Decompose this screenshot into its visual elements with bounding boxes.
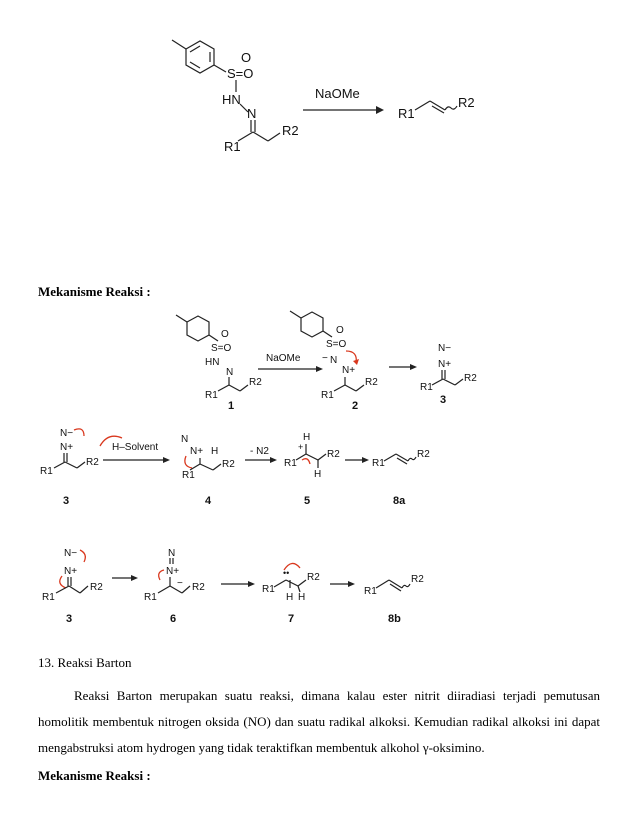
c2-oxygen: O	[336, 325, 344, 336]
c7-h1: H	[286, 592, 294, 603]
c8a-r2: R2	[417, 449, 430, 460]
row2-minus-n2: - N2	[250, 446, 269, 457]
c6-minus: −	[177, 578, 183, 589]
c7-carbene-dots: ••	[283, 568, 290, 578]
c3-n-minus: N−	[438, 343, 452, 354]
c7-r2: R2	[307, 572, 320, 583]
oxygen-label: O	[241, 50, 252, 65]
c2-so2: S=O	[326, 339, 347, 350]
c1-hn: HN	[205, 357, 220, 368]
r2-c3-r1: R1	[40, 466, 53, 477]
reagent-label: NaOMe	[315, 86, 360, 101]
r2-c3-n-plus: N+	[60, 442, 74, 453]
c6-r1: R1	[144, 592, 157, 603]
c2-n1: N	[330, 355, 338, 366]
c4-r2: R2	[222, 459, 235, 470]
n-label: N	[247, 106, 257, 121]
c2-n2: N+	[342, 365, 356, 376]
r2-c3-r2: R2	[86, 457, 99, 468]
r3-c3-n-plus: N+	[64, 566, 78, 577]
product-r2-label: R2	[458, 95, 475, 110]
compound-6-number: 6	[170, 613, 177, 625]
c3-r1: R1	[420, 382, 433, 393]
c7-h2: H	[298, 592, 306, 603]
compound-8b-number: 8b	[388, 613, 401, 625]
c3-r2: R2	[464, 373, 477, 384]
r3-c3-r2: R2	[90, 582, 103, 593]
section-13-title: 13. Reaksi Barton	[38, 655, 132, 670]
compound-3-number: 3	[440, 394, 447, 406]
mechanism-heading-2: Mekanisme Reaksi :	[38, 768, 151, 783]
c1-oxygen: O	[221, 329, 229, 340]
compound-8a-number: 8a	[393, 495, 406, 507]
c3-n-plus: N+	[438, 359, 452, 370]
so2-label: S=O	[227, 66, 254, 81]
c2-r1: R1	[321, 390, 334, 401]
c8a-r1: R1	[372, 458, 385, 469]
compound-1-number: 1	[228, 400, 235, 412]
c5-h-bottom: H	[314, 469, 322, 480]
r3-c3-r1: R1	[42, 592, 55, 603]
c5-h-top: H	[303, 432, 311, 443]
c5-r1: R1	[284, 458, 297, 469]
c1-r2: R2	[249, 377, 262, 388]
c4-n2: N	[181, 434, 189, 445]
r2-c3-n-minus: N−	[60, 428, 74, 439]
c2-n-minus: −	[322, 353, 328, 364]
c8b-r1: R1	[364, 586, 377, 597]
c6-n: N	[168, 548, 176, 559]
c6-r2: R2	[192, 582, 205, 593]
c1-so2: S=O	[211, 343, 232, 354]
c6-n-plus: N+	[166, 566, 180, 577]
section-13-paragraph: Reaksi Barton merupakan suatu reaksi, dimana kalau ester nitrit diiradiasi terjadi pemutusan homolitik membentuk nitrogen oksida (NO) dan suatu radikal alkoksi. Kemudian radikal alkoksi ini dapat mengabstruksi atom hydrogen yang tidak teraktifkan membentuk alkohol γ-oksimino.	[38, 688, 600, 755]
c1-r1: R1	[205, 390, 218, 401]
c1-n: N	[226, 367, 234, 378]
mechanism-row-3	[0, 540, 638, 640]
scheme-overview	[0, 0, 638, 170]
c4-h: H	[211, 446, 219, 457]
c8b-r2: R2	[411, 574, 424, 585]
compound-2-number: 2	[352, 400, 359, 412]
row2-reagent: H–Solvent	[112, 442, 159, 453]
row1-reagent: NaOMe	[266, 353, 301, 364]
c7-r1: R1	[262, 584, 275, 595]
mechanism-row-1	[0, 305, 638, 415]
c5-plus: +	[298, 442, 304, 452]
c5-r2: R2	[327, 449, 340, 460]
c4-n-plus: N+	[190, 446, 204, 457]
product-r1-label: R1	[398, 106, 415, 121]
c2-r2: R2	[365, 377, 378, 388]
mechanism-row-2	[0, 420, 638, 510]
r3-c3-n-minus: N−	[64, 548, 78, 559]
hn-label: HN	[222, 92, 241, 107]
r1-label: R1	[224, 139, 241, 154]
r2-label: R2	[282, 123, 299, 138]
compound-5-number: 5	[304, 495, 311, 507]
compound-4-number: 4	[205, 495, 212, 507]
mechanism-heading: Mekanisme Reaksi :	[38, 284, 151, 299]
compound-7-number: 7	[288, 613, 295, 625]
c4-r1: R1	[182, 470, 195, 481]
r2-compound-3-number: 3	[63, 495, 70, 507]
r3-compound-3-number: 3	[66, 613, 73, 625]
